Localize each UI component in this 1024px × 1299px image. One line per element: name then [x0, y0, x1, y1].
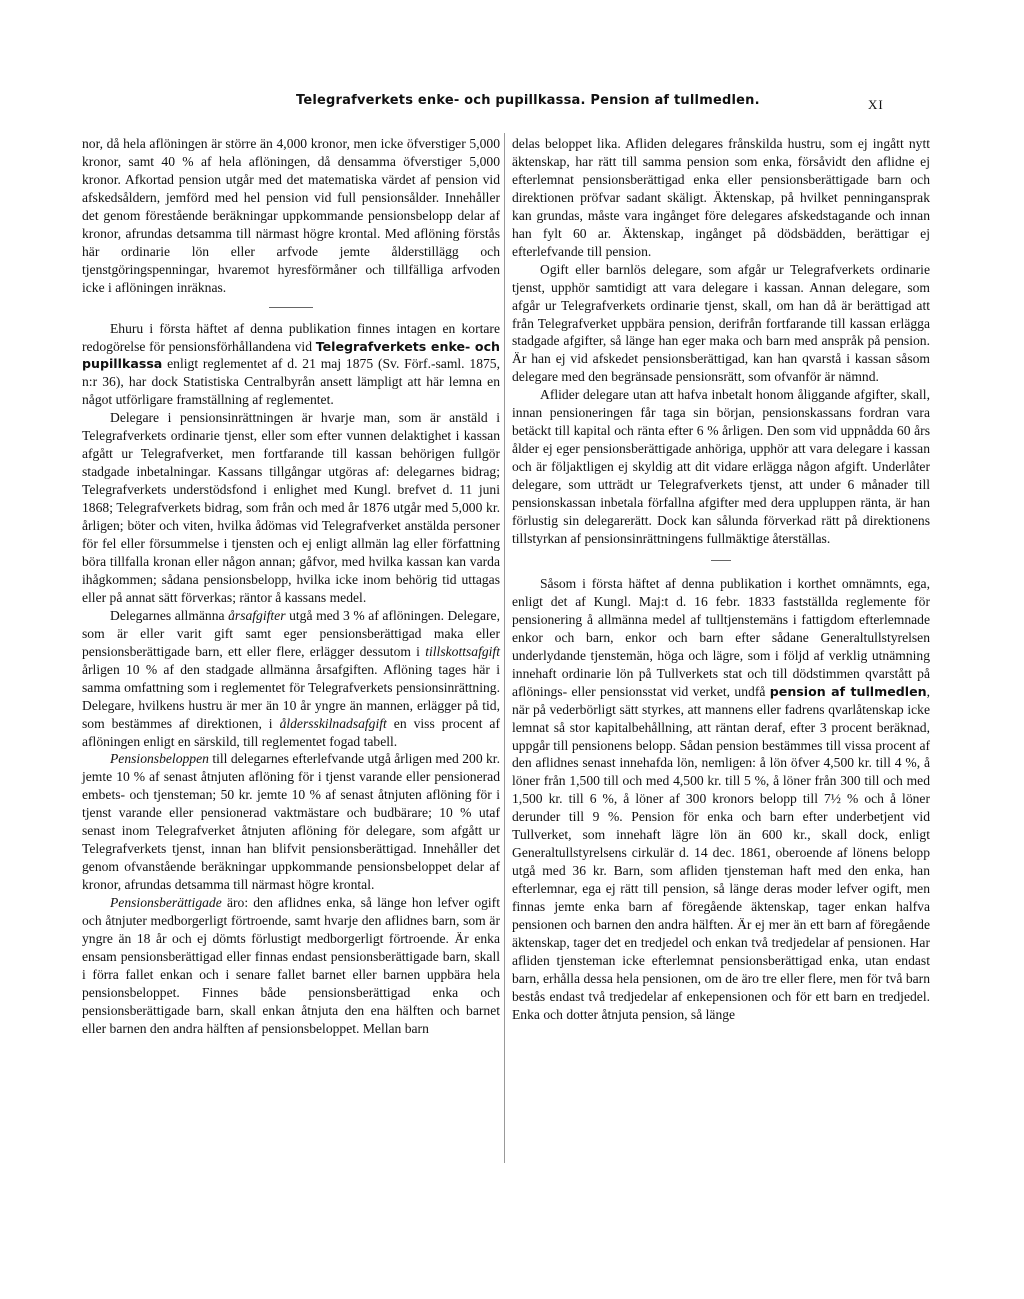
bold-term-pension-af-tullmedlen: pension af tullmedlen: [769, 683, 927, 699]
left-paragraph-2: Ehuru i första häftet af denna publikation finnes intagen en kortare redogörelse för pensionsförhållandena vid Telegrafverkets enke- och pupillkassa enligt reglementet af d. 21 maj 1875 (Sv. Förf.-saml. 1875, n:r 36), har dock Statistiska Centralbyrån ansett lämpligt att här lemna en något utförligare framställning af reglementet.: [82, 320, 501, 408]
bold-term-telegrafverkets-kassa: Telegrafverkets enke- och pupillkassa: [82, 338, 501, 372]
page-number: XI: [868, 97, 884, 112]
column-divider: [504, 133, 505, 1163]
page-header: [0, 93, 1024, 117]
section-separator: [269, 307, 313, 308]
section-separator: [711, 560, 731, 561]
left-paragraph-6: Pensionsberättigade äro: den aflidnes enka, så länge hon lefver ogift och åtnjuter medborgerligt förtroende, samt hvarje den aflidnes barn, som är yngre än 18 år och ej dömts förlustigt medborgerligt förtroende. Är enka ensam pensionsberättigad eller finnas endast pensionsberättigade barn, skall i förra fallet enkan och i senare fallet barnet eller barnen uppbära hela pensionsbeloppet. Finnes både pensionsberättigad enka och pensionsberättigade barn, skall enkan åtnjuta den ena hälften och barnet eller barnen den andra hälften af pensionsbeloppet. Mellan barn: [82, 895, 500, 1036]
left-column: [82, 135, 500, 1038]
running-title: Telegrafverkets enke- och pupillkassa. Pension af tullmedlen.: [296, 93, 760, 108]
right-paragraph-2: Ogift eller barnlös delegare, som afgår ur Telegrafverkets ordinarie tjenst, upphör samtidigt att vara delegare i kassan. Annan delegare, som afgår ur Telegrafverkets ordinarie tjenst, skall, om han då är berättigad att från Telegrafverket uppbära pension, derifrån fortfarande till kassan erlägga stadgade afgifter, så länge han eger maka och barn med anspråk på pension. Är han ej vid afskedet pensionsberättigad, kan han qvarstå i kassan såsom delegare med den begränsade pensionsrätt, som ofvanför är nämnd.: [512, 261, 930, 385]
right-column: [512, 135, 930, 1024]
left-paragraph-1: nor, då hela aflöningen är större än 4,000 kronor, men icke öfverstiger 5,000 kronor, samt 40 % af hela aflöningen, då densamma öfverstiger 5,000 kronor. Afkortad pension utgår med det matematiska värdet af pension vid afskedsåldern, jemförd med hel pension vid full pensionsålder. Innehåller det genom förestående beräkningar uppkommande pensionsbelopp delar af kronor, afrundas detsamma till närmast högre krontal. Med aflöning förstås här ordinarie lön eller arfvode jemte ålderstillägg och tjenstgöringspenningar, hvaremot hyresförmåner och tillfälliga arfvoden icke i aflöningen inräknas.: [82, 136, 500, 295]
left-paragraph-3: Delegare i pensionsinrättningen är hvarje man, som är anstäld i Telegrafverkets ordinarie tjenst, eller som efter vunnen delaktighet i kassan afgått ur Telegrafverket, men fortfarande till kassan behörigen fullgör stadgade inbetalningar. Kassans tillgångar utgöras af: delegarnes bidrag; Telegrafverkets understödsfond i enlighet med Kungl. brefvet d. 11 juni 1868; Telegrafverkets bidrag, som från och med år 1876 utgår med 5,000 kr. årligen; böter och viten, hvilka ådömas vid Telegrafverket anstälda personer för fel eller försummelse i tjensten och ej enligt allmän lag eller författning böra tillfalla kronan eller någon annan; gåfvor, med hvilka kassan kan varda ihågkommen; sådana pensionsbelopp, hvilka icke inom behörig tid uttagas eller på annat sätt förverkas; räntor å kassans medel.: [82, 410, 500, 605]
right-paragraph-1: delas beloppet lika. Afliden delegares frånskilda hustru, som ej ingått nytt äktenskap, har rätt till samma pension som enka, försåvidt den aflidne ej efterlemnat pensionsberättigad enka eller pensionsberättigade barn och direktionen pröfvar sadant skäligt. Äktenskap, på hvilket penningansprak kan grundas, måste vara ingånget före delegares afskedstagande och innan han fylt 60 ar. Äktenskap, ingånget på dödsbädden, berättigar ej efterlefvande till pension.: [512, 136, 930, 259]
left-paragraph-5: Pensionsbeloppen till delegarnes efterlefvande utgå årligen med 200 kr. jemte 10 % af senast åtnjuten aflöning för i tjenst varande eller pensionerad embets- och tjensteman; 50 kr. jemte 10 % af senast åtnjuten aflöning för i tjenst varande eller pensionerad vaktmästare och budbärare; 10 % utaf senast inom Telegrafverket åtnjuten aflöning för delegare, som afgått ur Telegrafverkets tjenst, innan han blifvit pensionsberättigad. Innehåller det genom ofvanstående beräkningar uppkommande pensionsbeloppet delar af kronor, afrundas detsamma till närmast högre krontal.: [82, 751, 500, 893]
right-paragraph-4: Såsom i första häftet af denna publikation i korthet omnämnts, ega, enligt det af Kungl. Maj:t d. 16 febr. 1833 fastställda reglemente för pensionering å allmänna medel af tulltjenstemäns i fattigdom efterlemnade enkor och barn, enkor och barn efter sådane Generaltullstyrelsen underlydande tjenstemän, höga och lägre, som i följd af verklig utnämning innehaft ordinarie lön på Tullverkets stat och till dödstimmen qvarstått på aflönings- eller pensionsstat vid verket, undfå pension af tullmedlen, när på vederbörligt sätt styrkes, att mannens eller fadrens qvarlåtenskap icke lemnat så stor kapitalbehållning, att räntan deraf, efter 3 procent beräknad, uppgår till pensionens belopp. Sådan pension bestämmes till vissa procent af den aflidnes senast innehafda lön, nemligen: å lön öfver 4,500 kr. till 4 %, å löner från 1,500 till och med 4,500 kr. till 5 %, å löner från 300 till och med 1,500 kr. till 6 %, å löner af 300 kronors belopp till 7½ % och å löner derunder till 9 %. Pension för enka och barn efter underbetjent vid Tullverket, som innehaft lägre lön än 600 kr., skall dock, enligt Generaltullstyrelsens cirkulär d. 14 dec. 1861, oberoende af lönens belopp utgå med 36 kr. Barn, som afliden tjensteman haft med den enka, han efterlemnar, ega ej rätt till pension, så länge deras moder lefver ogift, men finnas jemte enka barn af föregående äktenskap, tager enkan halfva pensionen och barnen den andra hälften. Är ej mer än ett barn af föregående äktenskap, tager det en tredjedel och enkan två tredjedelar af pensionen. Har afliden tjensteman icke efterlemnat pensionsberättigad enka, utan endast barn, erhålla dessa hela pensionen, om de äro tre eller flere, men för två barn bestås endast två tredjedelar af enkepensionen och för ett barn en tredjedel. Enka och dotter åtnjuta pension, så länge: [512, 575, 931, 1022]
left-paragraph-4: Delegarnes allmänna årsafgifter utgå med 3 % af aflöningen. Delegare, som är eller varit gift samt eger pensionsberättigad maka eller pensionsberättigade barn, ett eller flere, erlägger dessutom i tillskottsafgift årligen 10 % af den stadgade allmänna årsafgiften. Aflöning tages här i samma omfattning som i reglementet för Telegrafverkets pensionsinrättning. Delegare, hvilkens hustru är mer än 10 år yngre än mannen, erlägger på tid, som bestämmes af direktionen, i åldersskilnadsafgift en viss procent af aflöningen enligt en särskild, till reglementet fogad tabell.: [82, 607, 500, 749]
right-paragraph-3: Aflider delegare utan att hafva inbetalt honom åliggande afgifter, skall, innan pensioneringen får taga sin början, pensionskassans fordran vara betäckt till kapital och ränta efter 6 % årligen. Den som vid uppnådda 60 års ålder ej eger pensionsberättigade anhöriga, upphör att vara delegare i kassan och är följaktligen ej skyldig att dit vidare erlägga någon afgift. Underlåter delegare, som utträdt ur Telegrafverkets tjenst, att under 6 månader till pensionskassan inbetala förfallna afgifter med dera uppluppen ränta, är han förlustig sin delegarerätt. Dock kan sålunda förverkad rätt på direktionens tillstyrkan af pensionsinrättningens fullmäktige återställas.: [512, 387, 930, 546]
